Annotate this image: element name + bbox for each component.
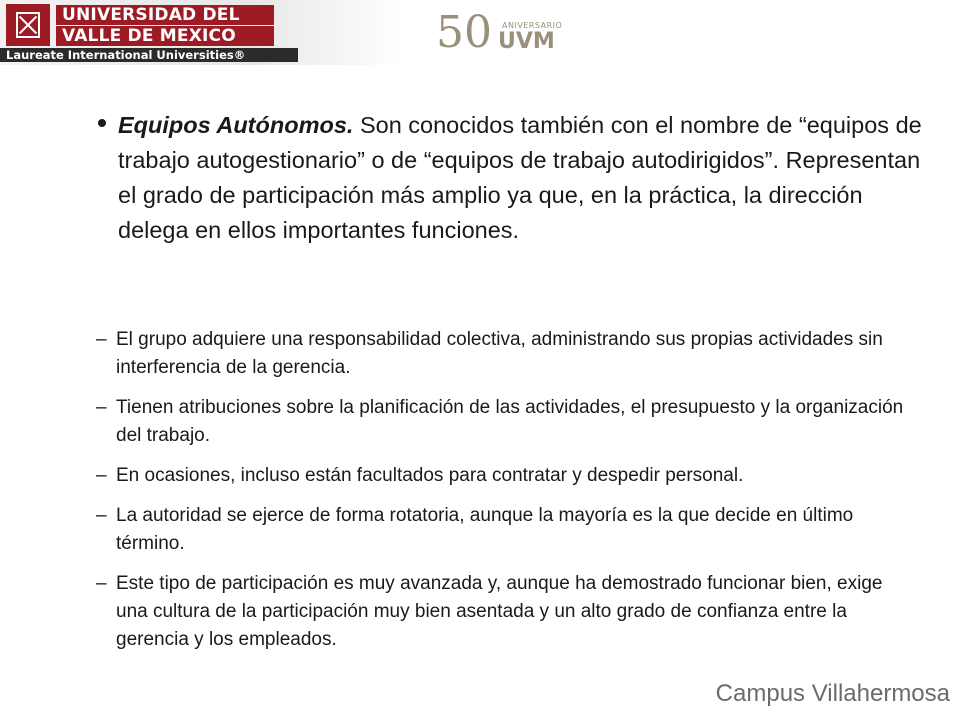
- main-bullet-text: Son conocidos también con el nombre de “equipos de trabajo autogestionario” o de “equipos de trabajo autodirigidos”. Representan el grado de participación más amplio ya que, en la práctica, la dirección delega en ellos importantes funciones.: [118, 112, 922, 243]
- sub-bullet-text: Este tipo de participación es muy avanzada y, aunque ha demostrado funcionar bien, exige una cultura de la participación muy bien asentada y un alto grado de confianza entre la gerencia y los empleados.: [116, 573, 883, 650]
- anniversary-brand: UVM: [498, 29, 555, 54]
- main-bullet: [118, 108, 928, 248]
- dash-icon: –: [96, 397, 107, 418]
- dash-icon: –: [96, 329, 107, 350]
- sub-bullet-text: La autoridad se ejerce de forma rotatoria, aunque la mayoría es la que decide en último término.: [116, 505, 854, 554]
- main-bullet-paragraph: [118, 108, 928, 248]
- sub-bullet-item: [96, 462, 916, 490]
- sub-bullet-item: [96, 502, 916, 558]
- dash-icon: –: [96, 573, 107, 594]
- university-name-line2: VALLE DE MEXICO: [56, 26, 274, 46]
- sub-bullet-item: [96, 394, 916, 450]
- bullet-dot-icon: [98, 119, 106, 127]
- sub-bullet-list: [96, 326, 916, 666]
- university-name-line1: UNIVERSIDAD DEL: [56, 5, 274, 25]
- dash-icon: –: [96, 505, 107, 526]
- sub-bullet-item: [96, 326, 916, 382]
- sub-bullet-item: [96, 570, 916, 654]
- main-bullet-title: Equipos Autónomos.: [118, 112, 354, 138]
- dash-icon: –: [96, 465, 107, 486]
- laureate-tagline: Laureate International Universities®: [0, 48, 298, 62]
- anniversary-number: 50: [436, 7, 492, 58]
- sub-bullet-text: En ocasiones, incluso están facultados para contratar y despedir personal.: [116, 465, 744, 486]
- sub-bullet-text: Tienen atribuciones sobre la planificación de las actividades, el presupuesto y la organización del trabajo.: [116, 397, 904, 446]
- anniversary-label: ANIVERSARIO: [502, 21, 563, 30]
- campus-label: Campus Villahermosa: [715, 680, 950, 707]
- sub-bullet-text: El grupo adquiere una responsabilidad colectiva, administrando sus propias actividades sin interferencia de la gerencia.: [116, 329, 883, 378]
